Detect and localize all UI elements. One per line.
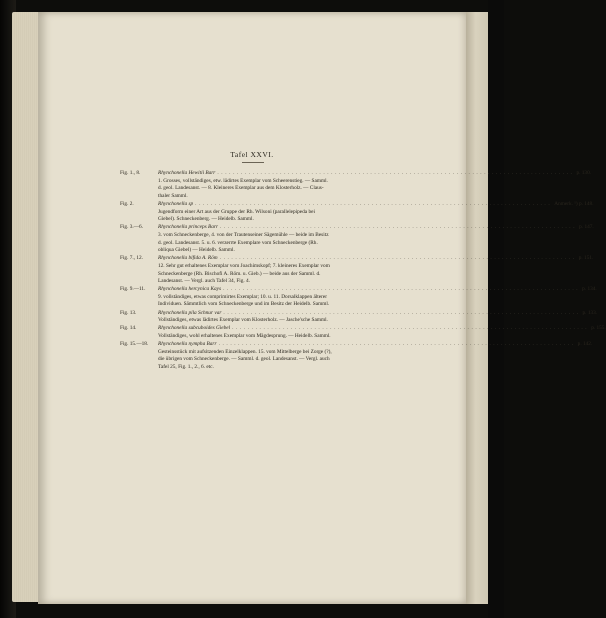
description-line: Vollständiges, etwas lädirtes Exemplar vom Klosterholz. — Jasche'sche Samml.	[158, 317, 328, 324]
entry-heading	[158, 310, 597, 318]
leader-dots	[217, 170, 574, 178]
description-line: Jugendform einer Art aus der Gruppe der Rh. Wilsoni (parallelepipeda bei	[158, 208, 315, 215]
description-line: Gesteinsstück mit aufsitzenden Einzelklappen. 15. vom Mittelberge bei Zorge (?),	[158, 348, 332, 355]
plate-explanation-list	[120, 170, 606, 372]
entry-body	[158, 325, 606, 340]
figure-entry	[120, 224, 594, 254]
leader-dots	[219, 341, 576, 349]
page-reference: p. 134.	[582, 286, 597, 293]
entry-heading	[158, 224, 594, 232]
figure-number: Fig. 3.—6.	[120, 224, 143, 231]
page-reference: p. 155.	[591, 325, 606, 332]
description-line: 1. Grosses, vollständiges, etw. lädirtes Exemplar vom Scheerenstieg. — Samml.	[158, 177, 328, 184]
description-line: 12. Sehr gut erhaltenes Exemplar vom Joachimskopf; 7. kleineres Exemplar vom	[158, 262, 330, 269]
species-name: Rhynchonella nympha Barr	[158, 341, 217, 348]
description-line: d. geol. Landesanst. — 8. Kleineres Exemplar aus dem Klosterholz. — Claus-	[158, 185, 324, 192]
species-name: Rhynchonella Hewitii Barr	[158, 170, 216, 176]
figure-number: Fig. 2.	[120, 200, 134, 207]
figure-entry	[120, 325, 606, 340]
entry-heading	[158, 201, 594, 209]
description-line: 3. vom Schneckenberge, 4. von der Trautenseiner Sägemühle — beide im Besitz	[158, 231, 329, 238]
figure-number: Fig. 14.	[120, 325, 137, 332]
description-line: Vollständiges, wohl erhaltenes Exemplar vom Mägdesprung. — Heidelb. Samml.	[158, 333, 331, 340]
leader-dots	[195, 201, 552, 209]
page-reference: p. 142.	[577, 341, 593, 348]
leader-dots	[223, 286, 580, 294]
figure-entry	[120, 255, 594, 285]
entry-heading	[158, 255, 593, 263]
figure-entry	[120, 309, 598, 325]
figure-number: Fig. 1., 8.	[120, 170, 141, 176]
description-line: Giebel). Schneckenberg. — Heidelb. Samml.	[158, 216, 254, 223]
entry-body	[158, 286, 597, 309]
figure-number: Fig. 7., 12.	[120, 255, 143, 262]
page-reference: p. 133.	[582, 309, 598, 316]
description-line: thaler Samml.	[158, 192, 188, 199]
page-reference: p. 130.	[576, 170, 592, 176]
figure-number: Fig. 9.—11.	[120, 286, 146, 293]
entry-body	[158, 201, 594, 224]
entry-heading	[158, 286, 597, 294]
species-name: Rhynchonella sp	[158, 200, 194, 207]
species-name: Rhynchonella princeps Barr	[158, 224, 219, 231]
entry-heading	[158, 170, 591, 178]
description-line: Schneckenberge (Rh. Bischofi A. Röm. u. Gieb.) — beide aus der Samml. d.	[158, 270, 321, 277]
entry-body	[158, 341, 592, 371]
description-line: Individuen. Sämmtlich vom Schneckenberge und im Besitz der Heidelb. Samml.	[158, 301, 330, 308]
entry-body	[158, 310, 597, 325]
page-reference: p. 151.	[578, 255, 594, 262]
entry-body	[158, 255, 593, 285]
leader-dots	[223, 310, 580, 318]
leader-dots	[232, 325, 589, 333]
description-line: Tafel 25, Fig. 1., 2., 6. etc.	[158, 364, 214, 370]
leader-dots	[220, 224, 577, 232]
figure-entry	[120, 200, 594, 224]
leader-dots	[220, 255, 577, 263]
entry-body	[158, 170, 591, 200]
entry-body	[158, 224, 594, 254]
page-reference: Anmerk. ¹) p. 148.	[554, 200, 594, 207]
entry-heading	[158, 341, 592, 349]
figure-number: Fig. 13.	[120, 309, 137, 316]
species-name: Rhynchonella hercynica Kays	[158, 286, 222, 293]
species-name: Rhynchonella pila Schnur var	[158, 309, 222, 316]
figure-entry	[120, 341, 593, 371]
figure-number: Fig. 15.—18.	[120, 341, 149, 348]
entry-heading	[158, 325, 606, 333]
figure-entry	[120, 286, 597, 309]
description-line: 9. vollständiges, etwas comprimirtes Exemplar; 10. u. 11. Dorsalklappen älterer	[158, 293, 327, 300]
figure-entry	[120, 170, 592, 200]
description-line: Landesanst. — Vergl. auch Tafel 34, Fig. 4.	[158, 278, 251, 285]
plate-title: Tafel XXVI.	[230, 150, 274, 159]
species-name: Rhynchonella subcuboides Giebel	[158, 325, 231, 332]
description-line: die übrigen vom Schneckenberge. — Samml. d. geol. Landesanst. — Vergl. auch	[158, 356, 330, 363]
page-reference: p. 147.	[579, 224, 594, 231]
description-line: d. geol. Landesanst. 5. u. 6. verzerrte Exemplare vom Schneckenberge (Rh.	[158, 239, 318, 246]
species-name: Rhynchonella bifida A. Röm	[158, 255, 218, 262]
title-rule	[242, 162, 264, 163]
description-line: obliqua Giebel) — Heidelb. Samml.	[158, 247, 235, 254]
